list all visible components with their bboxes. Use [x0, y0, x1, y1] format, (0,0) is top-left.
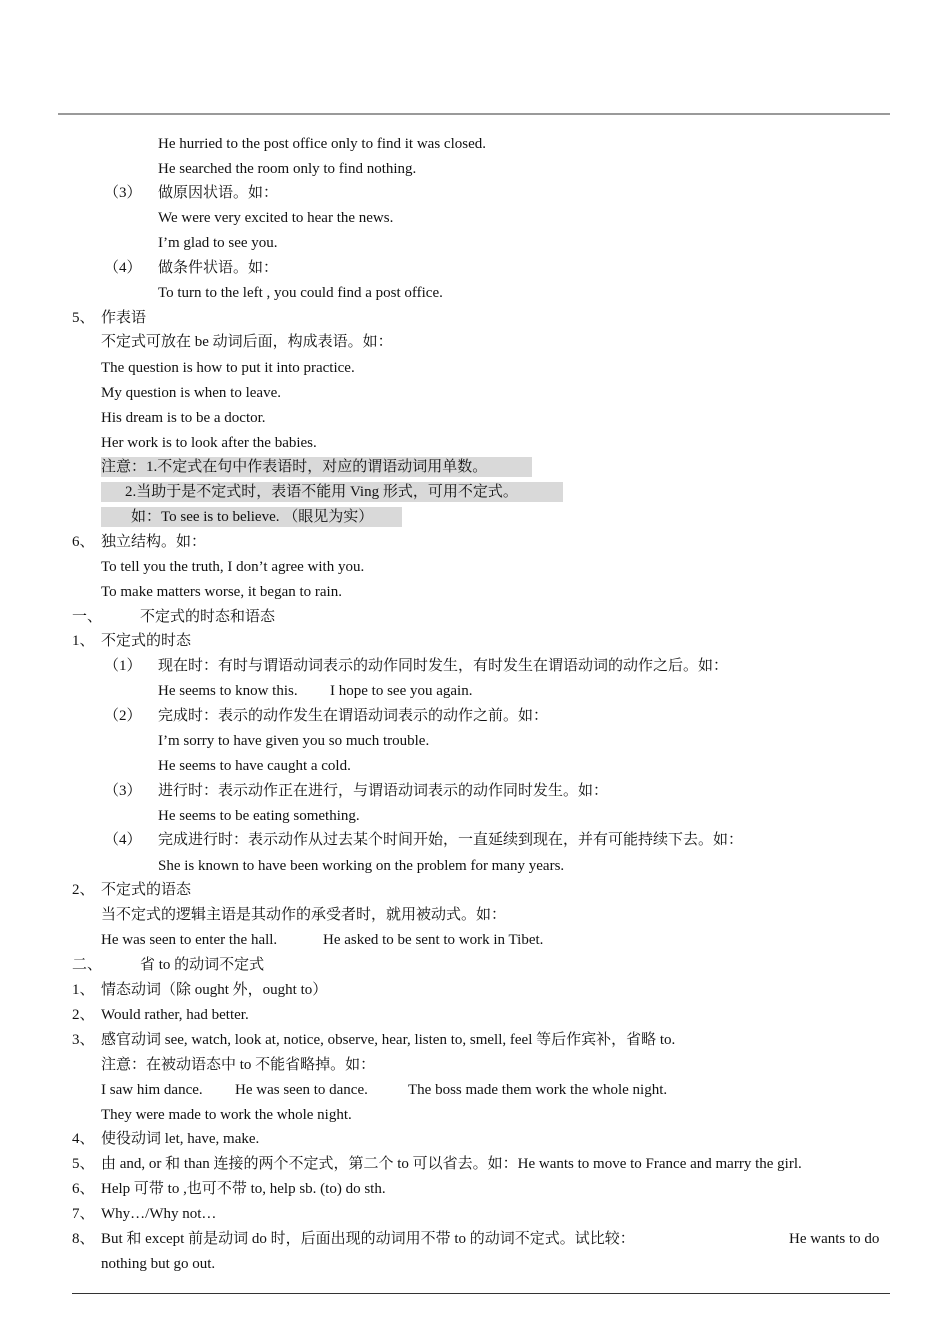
item-number: 1、 [72, 633, 95, 649]
item-text: 情态动词（除 ought 外，ought to） [101, 982, 328, 998]
highlighted-note: 如：To see is to believe. （眼见为实） [101, 507, 402, 527]
example-sentence: His dream is to be a doctor. [101, 410, 266, 426]
example-sentence: He searched the room only to find nothing. [158, 161, 417, 177]
item-number: 1、 [72, 982, 95, 998]
example-sentence: To tell you the truth, I don’t agree with you. [101, 559, 365, 575]
item-text: But 和 except 前是动词 do 时，后面出现的动词用不带 to 的动词不定式。试比较： [101, 1231, 635, 1247]
example-sentence: He was seen to enter the hall. [101, 932, 278, 948]
example-sentence: I’m sorry to have given you so much trouble. [158, 733, 430, 749]
example-sentence: We were very excited to hear the news. [158, 210, 394, 226]
item-number: 5、 [72, 1156, 95, 1172]
highlighted-note: 2.当助于是不定式时，表语不能用 Ving 形式，可用不定式。 [101, 482, 563, 502]
example-sentence: He wants to do [789, 1231, 880, 1247]
example-sentence: He was seen to dance. [235, 1082, 368, 1098]
item-number: 8、 [72, 1231, 95, 1247]
sub-item-heading: 进行时：表示动作正在进行，与谓语动词表示的动作同时发生。如： [158, 783, 609, 799]
sub-item-heading: 做原因状语。如： [158, 185, 279, 201]
sub-item-heading: 做条件状语。如： [158, 260, 279, 276]
example-sentence: He hurried to the post office only to find it was closed. [158, 136, 486, 152]
item-number: 2、 [72, 1007, 95, 1023]
example-sentence: I hope to see you again. [330, 683, 473, 699]
sub-item-number: （3） [104, 185, 142, 201]
item-number: 5、 [72, 310, 95, 326]
item-number: 6、 [72, 1181, 95, 1197]
example-sentence: The boss made them work the whole night. [408, 1082, 668, 1098]
example-sentence: To make matters worse, it began to rain. [101, 584, 342, 600]
example-sentence: He seems to have caught a cold. [158, 758, 351, 774]
sub-item-heading: 完成进行时：表示动作从过去某个时间开始，一直延续到现在，并有可能持续下去。如： [158, 832, 744, 848]
item-number: 4、 [72, 1131, 95, 1147]
example-sentence: nothing but go out. [101, 1256, 216, 1272]
sub-item-heading: 现在时：有时与谓语动词表示的动作同时发生，有时发生在谓语动词的动作之后。如： [158, 658, 729, 674]
example-sentence: The question is how to put it into practice. [101, 360, 355, 376]
example-sentence: Her work is to look after the babies. [101, 435, 317, 451]
item-number: 7、 [72, 1206, 95, 1222]
item-heading: 独立结构。如： [101, 534, 207, 550]
sub-item-heading: 完成时：表示的动作发生在谓语动词表示的动作之前。如： [158, 708, 549, 724]
section-number: 二、 [72, 957, 103, 973]
item-text: 由 and, or 和 than 连接的两个不定式，第二个 to 可以省去。如：He wants to move to France and marry the girl. [101, 1156, 802, 1172]
example-sentence: He seems to be eating something. [158, 808, 360, 824]
section-number: 一、 [72, 609, 103, 625]
sub-item-number: （4） [104, 260, 142, 276]
item-text: Help 可带 to ,也可不带 to, help sb. (to) do sth. [101, 1181, 386, 1197]
sub-item-number: （4） [104, 832, 142, 848]
explanation-text: 当不定式的逻辑主语是其动作的承受者时，就用被动式。如： [101, 907, 507, 923]
item-text: Would rather, had better. [101, 1007, 249, 1023]
sub-item-number: （2） [104, 708, 142, 724]
header-rule [58, 113, 890, 115]
section-heading: 不定式的时态和语态 [140, 609, 276, 625]
note-text: 注意：在被动语态中 to 不能省略掉。如： [101, 1057, 376, 1073]
sub-item-number: （3） [104, 783, 142, 799]
item-number: 6、 [72, 534, 95, 550]
example-sentence: I’m glad to see you. [158, 235, 278, 251]
highlighted-note: 注意：1.不定式在句中作表语时，对应的谓语动词用单数。 [101, 457, 532, 477]
item-number: 2、 [72, 882, 95, 898]
item-text: Why…/Why not… [101, 1206, 217, 1222]
item-number: 3、 [72, 1032, 95, 1048]
example-sentence: I saw him dance. [101, 1082, 203, 1098]
example-sentence: She is known to have been working on the problem for many years. [158, 858, 565, 874]
footer-rule [72, 1293, 890, 1294]
item-text: 感官动词 see, watch, look at, notice, observe, hear, listen to, smell, feel 等后作宾补，省略 to. [101, 1032, 676, 1048]
section-heading: 省 to 的动词不定式 [140, 957, 265, 973]
example-sentence: He seems to know this. [158, 683, 298, 699]
example-sentence: To turn to the left , you could find a post office. [158, 285, 443, 301]
explanation-text: 不定式可放在 be 动词后面，构成表语。如： [101, 334, 393, 350]
example-sentence: They were made to work the whole night. [101, 1107, 352, 1123]
item-heading: 作表语 [101, 310, 147, 326]
sub-item-number: （1） [104, 658, 142, 674]
item-heading: 不定式的时态 [101, 633, 192, 649]
example-sentence: My question is when to leave. [101, 385, 281, 401]
item-text: 使役动词 let, have, make. [101, 1131, 260, 1147]
example-sentence: He asked to be sent to work in Tibet. [323, 932, 544, 948]
item-heading: 不定式的语态 [101, 882, 192, 898]
